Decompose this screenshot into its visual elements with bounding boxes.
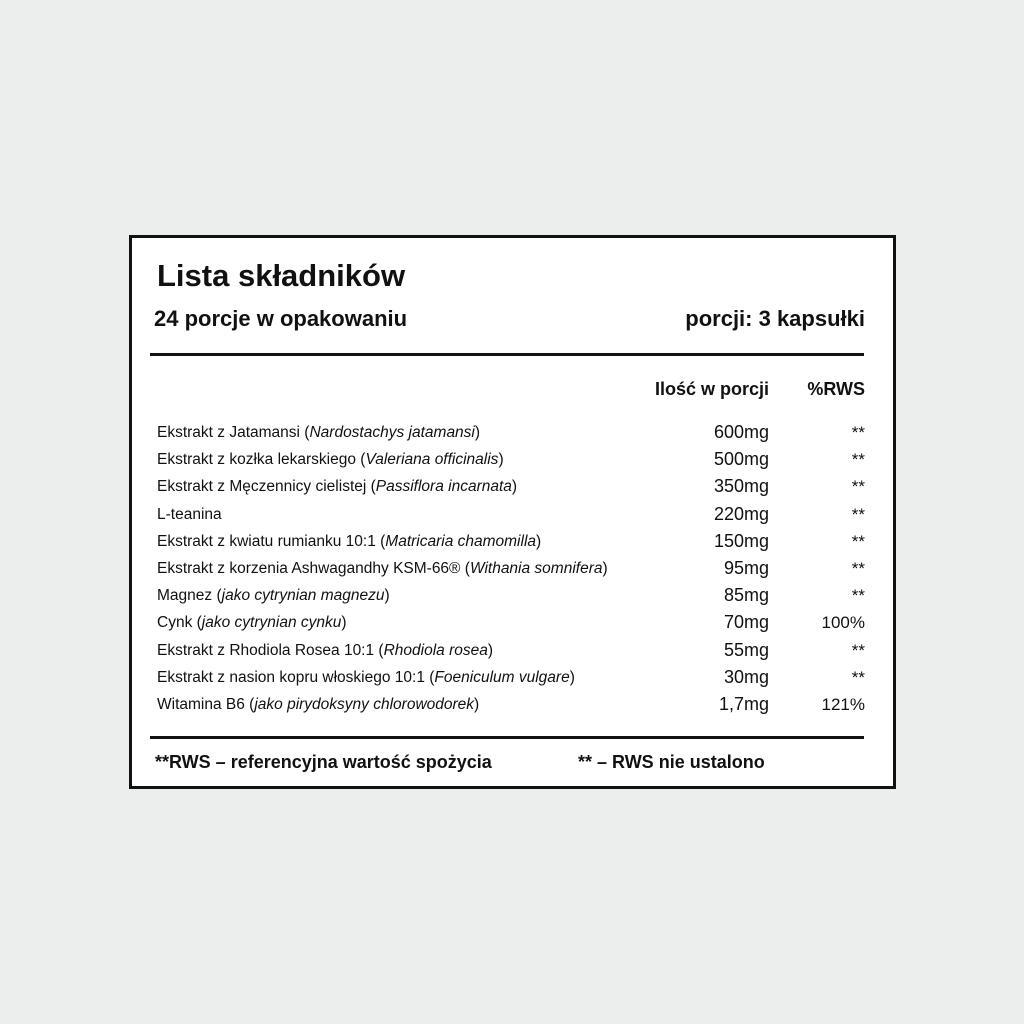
- ingredient-name: Ekstrakt z kwiatu rumianku 10:1 (Matricaria chamomilla): [157, 532, 542, 550]
- bottom-divider: [150, 736, 864, 739]
- ingredient-rws: **: [851, 504, 865, 524]
- ingredient-row: [132, 664, 893, 691]
- ingredient-rws: **: [851, 477, 865, 497]
- ingredient-row: [132, 419, 893, 446]
- serving-size: porcji: 3 kapsułki: [685, 306, 865, 331]
- ingredient-amount: 350mg: [713, 476, 769, 497]
- servings-per-package: 24 porcje w opakowaniu: [154, 306, 408, 331]
- ingredient-name: Magnez (jako cytrynian magnezu): [157, 587, 390, 605]
- ingredient-name: Ekstrakt z kozłka lekarskiego (Valeriana officinalis): [157, 451, 504, 469]
- ingredient-row: [132, 473, 893, 500]
- ingredient-amount: 30mg: [723, 666, 769, 687]
- ingredient-amount: 1,7mg: [718, 693, 769, 714]
- top-divider: [150, 353, 864, 356]
- column-header-rws: %RWS: [807, 379, 865, 399]
- ingredient-amount: 150mg: [713, 530, 769, 551]
- ingredient-row: [132, 446, 893, 473]
- ingredient-rws: **: [851, 531, 865, 551]
- ingredient-row: [132, 555, 893, 582]
- ingredient-name: Ekstrakt z Męczennicy cielistej (Passiflora incarnata): [157, 478, 518, 496]
- ingredient-amount: 55mg: [723, 639, 769, 660]
- ingredient-rws: **: [851, 586, 865, 606]
- ingredient-amount: 500mg: [713, 449, 769, 470]
- footnote-rws-definition: **RWS – referencyjna wartość spożycia: [155, 752, 492, 772]
- ingredient-row: [132, 637, 893, 664]
- ingredient-name: Ekstrakt z nasion kopru włoskiego 10:1 (Foeniculum vulgare): [157, 668, 575, 686]
- column-header-amount: Ilość w porcji: [654, 379, 769, 399]
- ingredient-amount: 95mg: [723, 557, 769, 578]
- ingredient-list: [132, 419, 893, 718]
- ingredient-name: Ekstrakt z Rhodiola Rosea 10:1 (Rhodiola rosea): [157, 641, 494, 659]
- ingredient-row: [132, 691, 893, 718]
- ingredients-label: [129, 235, 896, 789]
- ingredient-rws: 100%: [821, 613, 865, 633]
- ingredient-rws: **: [851, 423, 865, 442]
- ingredient-name: Cynk (jako cytrynian cynku): [157, 614, 347, 632]
- ingredient-name: Ekstrakt z korzenia Ashwagandhy KSM-66® (Withania somnifera): [157, 559, 608, 577]
- ingredient-row: [132, 501, 893, 528]
- ingredient-rws: **: [851, 640, 865, 660]
- ingredient-rws: **: [851, 667, 865, 687]
- ingredient-row: [132, 582, 893, 609]
- ingredient-amount: 220mg: [713, 503, 769, 524]
- ingredient-rws: **: [851, 558, 865, 578]
- ingredient-row: [132, 609, 893, 636]
- ingredient-amount: 70mg: [723, 612, 769, 633]
- ingredient-amount: 85mg: [723, 585, 769, 606]
- label-title: Lista składników: [157, 258, 406, 293]
- ingredient-name: Witamina B6 (jako pirydoksyny chlorowodorek): [157, 695, 480, 713]
- ingredient-name: L-teanina: [157, 505, 222, 523]
- ingredient-rws: **: [851, 450, 865, 470]
- footnote-rws-not-established: ** – RWS nie ustalono: [578, 752, 765, 772]
- ingredient-row: [132, 528, 893, 555]
- ingredient-amount: 600mg: [713, 422, 769, 442]
- ingredient-name: Ekstrakt z Jatamansi (Nardostachys jatamansi): [157, 424, 481, 441]
- ingredient-rws: 121%: [821, 694, 865, 714]
